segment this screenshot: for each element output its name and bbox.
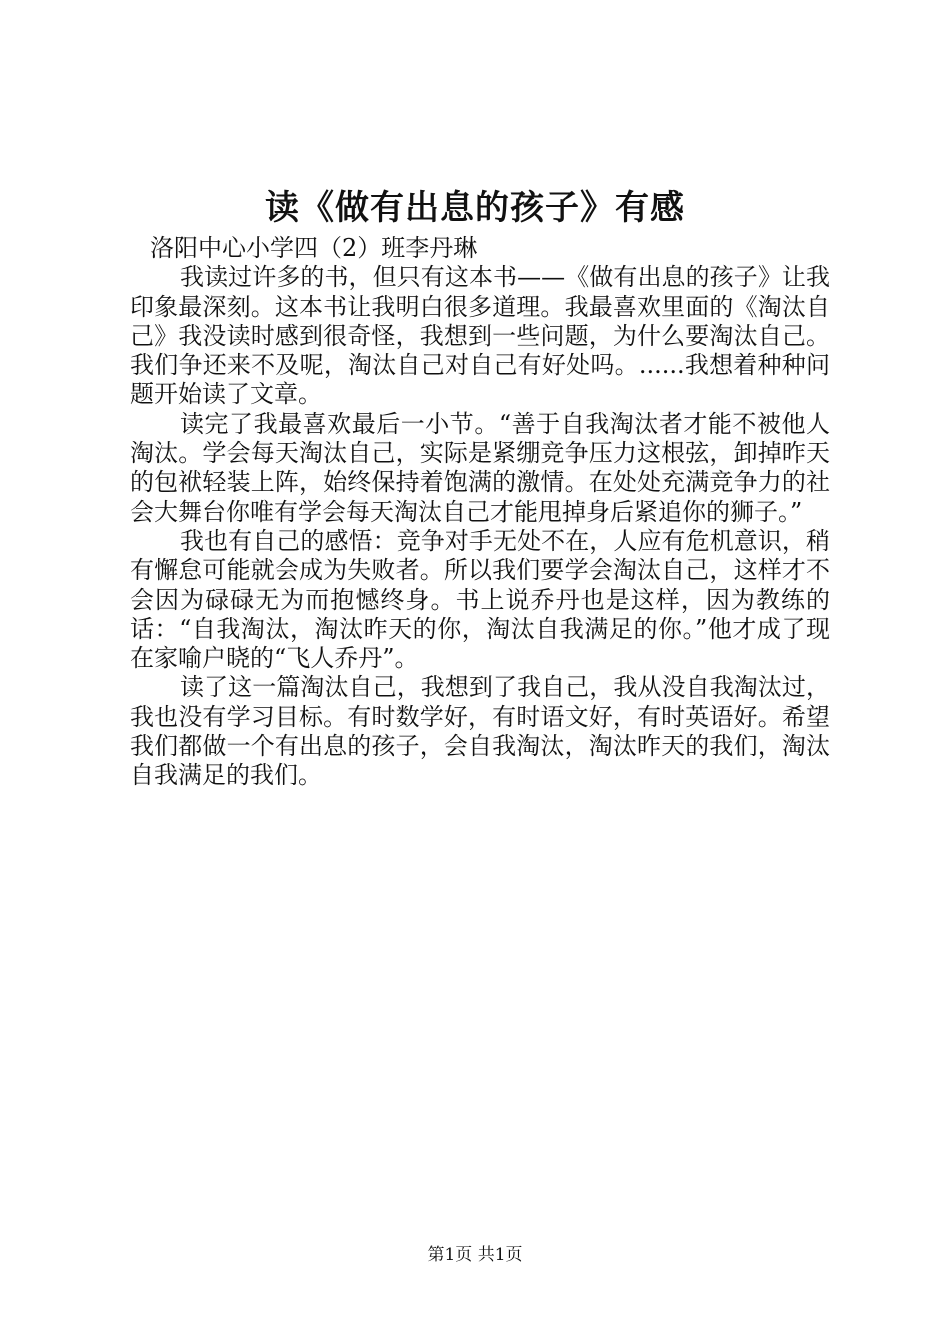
paragraph-3: 我也有自己的感悟：竞争对手无处不在，人应有危机意识，稍有懈怠可能就会成为失败者。所以我们要学会淘汰自己，这样才不会因为碌碌无为而抱憾终身。书上说乔丹也是这样，因为教练的话：“自我淘汰，淘汰昨天的你，淘汰自我满足的你。”他才成了现在家喻户晓的“飞人乔丹”。 — [130, 526, 830, 673]
document-title: 读《做有出息的孩子》有感 — [265, 188, 685, 228]
document-body — [130, 234, 830, 791]
paragraph-1: 我读过许多的书，但只有这本书——《做有出息的孩子》让我印象最深刻。这本书让我明白很多道理。我最喜欢里面的《淘汰自己》我没读时感到很奇怪，我想到一些问题，为什么要淘汰自己。我们争还来不及呢，淘汰自己对自己有好处吗。......我想着种种问题开始读了文章。 — [130, 263, 830, 409]
page-number-footer: 第1页 共1页 — [427, 1245, 523, 1265]
paragraph-4: 读了这一篇淘汰自己，我想到了我自己，我从没自我淘汰过，我也没有学习目标。有时数学好，有时语文好，有时英语好。希望我们都做一个有出息的孩子，会自我淘汰，淘汰昨天的我们，淘汰自我满足的我们。 — [130, 673, 830, 790]
author-line: 洛阳中心小学四（2）班李丹琳 — [150, 234, 478, 262]
paragraph-2: 读完了我最喜欢最后一小节。“善于自我淘汰者才能不被他人淘汰。学会每天淘汰自己，实际是紧绷竞争压力这根弦，卸掉昨天的包袱轻装上阵，始终保持着饱满的激情。在处处充满竞争力的社会大舞台你唯有学会每天淘汰自己才能甩掉身后紧追你的狮子。” — [130, 409, 830, 526]
